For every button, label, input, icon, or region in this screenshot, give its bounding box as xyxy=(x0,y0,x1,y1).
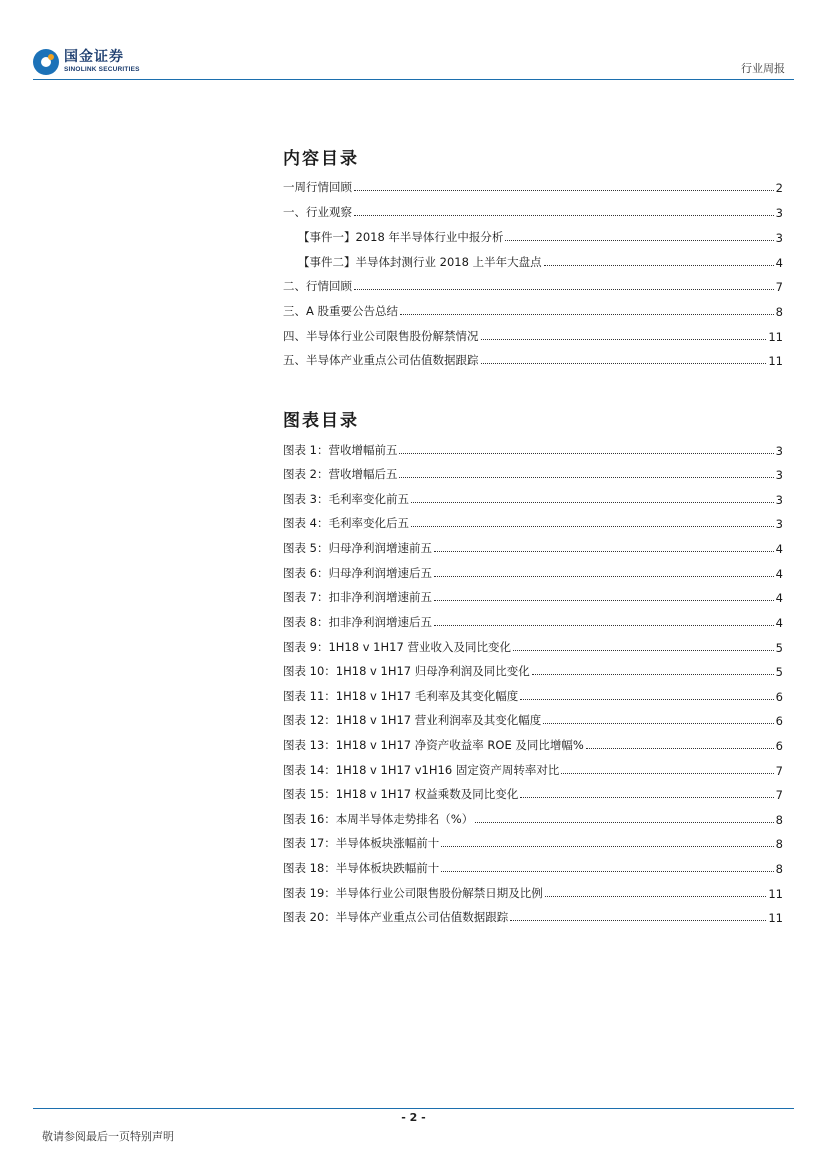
figure-item-label: 图表 7：扣非净利润增速前五 xyxy=(283,590,432,604)
leader-dots xyxy=(354,215,774,216)
leader-dots xyxy=(441,846,773,847)
toc-item[interactable] xyxy=(283,177,783,195)
figure-item-label: 图表 3：毛利率变化前五 xyxy=(283,492,409,506)
toc-item-page: 2 xyxy=(775,181,783,195)
leader-dots xyxy=(544,265,774,266)
leader-dots xyxy=(532,674,774,675)
toc-item[interactable] xyxy=(298,227,783,245)
figure-item-label: 图表 6：归母净利润增速后五 xyxy=(283,566,432,580)
figure-item-page: 6 xyxy=(775,690,783,704)
leader-dots xyxy=(354,289,774,290)
footer-disclaimer: 敬请参阅最后一页特别声明 xyxy=(42,1130,174,1143)
figure-item[interactable] xyxy=(283,883,783,901)
leader-dots xyxy=(561,773,773,774)
figure-item-page: 3 xyxy=(775,517,783,531)
figure-item-page: 3 xyxy=(775,444,783,458)
leader-dots xyxy=(481,339,767,340)
report-type-label: 行业周报 xyxy=(741,62,785,75)
leader-dots xyxy=(520,699,773,700)
figure-item-label: 图表 2：营收增幅后五 xyxy=(283,467,398,481)
figure-item[interactable] xyxy=(283,637,783,655)
figure-item-label: 图表 12：1H18 v 1H17 营业利润率及其变化幅度 xyxy=(283,713,542,727)
leader-dots xyxy=(520,797,773,798)
figure-item-page: 6 xyxy=(775,714,783,728)
toc-item[interactable] xyxy=(298,252,783,270)
toc-item-page: 8 xyxy=(775,305,783,319)
page-number: - 2 - xyxy=(401,1111,426,1124)
leader-dots xyxy=(411,502,774,503)
leader-dots xyxy=(400,314,774,315)
logo-chinese-name: 国金证券 xyxy=(64,49,124,66)
toc-item-label: 一、行业观察 xyxy=(283,205,352,219)
logo-icon xyxy=(33,49,59,75)
leader-dots xyxy=(586,748,774,749)
leader-dots xyxy=(505,240,773,241)
figures-title: 图表目录 xyxy=(283,411,359,431)
company-logo xyxy=(33,45,140,79)
leader-dots xyxy=(543,723,773,724)
figure-item[interactable] xyxy=(283,661,783,679)
figure-item-page: 11 xyxy=(768,911,783,925)
leader-dots xyxy=(411,526,774,527)
logo-english-name: SINOLINK SECURITIES xyxy=(64,66,140,74)
figure-item-page: 5 xyxy=(775,641,783,655)
toc-item[interactable] xyxy=(283,202,783,220)
figure-item-label: 图表 10：1H18 v 1H17 归母净利润及同比变化 xyxy=(283,664,530,678)
toc-item-page: 11 xyxy=(768,354,783,368)
figure-item-page: 8 xyxy=(775,862,783,876)
footer-divider xyxy=(33,1108,794,1109)
leader-dots xyxy=(510,920,766,921)
figure-item-label: 图表 19：半导体行业公司限售股份解禁日期及比例 xyxy=(283,886,543,900)
toc-item[interactable] xyxy=(283,326,783,344)
figure-item-page: 5 xyxy=(775,665,783,679)
figure-item[interactable] xyxy=(283,489,783,507)
leader-dots xyxy=(545,896,767,897)
figure-item[interactable] xyxy=(283,440,783,458)
figure-item-page: 4 xyxy=(775,542,783,556)
figure-item-label: 图表 11：1H18 v 1H17 毛利率及其变化幅度 xyxy=(283,689,519,703)
figure-item-page: 3 xyxy=(775,493,783,507)
figure-item-label: 图表 5：归母净利润增速前五 xyxy=(283,541,432,555)
toc-item-label: 一周行情回顾 xyxy=(283,180,352,194)
figure-item-page: 4 xyxy=(775,616,783,630)
figure-item[interactable] xyxy=(283,760,783,778)
figure-item[interactable] xyxy=(283,563,783,581)
figure-item[interactable] xyxy=(283,735,783,753)
figure-item-page: 11 xyxy=(768,887,783,901)
toc-item-label: 三、A 股重要公告总结 xyxy=(283,304,399,318)
leader-dots xyxy=(441,871,773,872)
figure-item-page: 3 xyxy=(775,468,783,482)
figure-item-page: 8 xyxy=(775,837,783,851)
figure-item-label: 图表 18：半导体板块跌幅前十 xyxy=(283,861,440,875)
figure-item[interactable] xyxy=(283,710,783,728)
figure-item-page: 7 xyxy=(775,788,783,802)
leader-dots xyxy=(434,551,774,552)
toc-item-page: 3 xyxy=(775,231,783,245)
figure-item-page: 4 xyxy=(775,567,783,581)
figure-item-label: 图表 15：1H18 v 1H17 权益乘数及同比变化 xyxy=(283,787,519,801)
leader-dots xyxy=(434,576,774,577)
leader-dots xyxy=(399,453,773,454)
leader-dots xyxy=(354,190,774,191)
leader-dots xyxy=(399,477,773,478)
figure-item[interactable] xyxy=(283,784,783,802)
toc-item[interactable] xyxy=(283,276,783,294)
toc-item[interactable] xyxy=(283,350,783,368)
toc-item-label: 五、半导体产业重点公司估值数据跟踪 xyxy=(283,353,479,367)
toc-item-label: 【事件一】2018 年半导体行业中报分析 xyxy=(298,230,504,244)
toc-item-page: 11 xyxy=(768,330,783,344)
figure-item-page: 4 xyxy=(775,591,783,605)
figure-item[interactable] xyxy=(283,464,783,482)
leader-dots xyxy=(475,822,773,823)
leader-dots xyxy=(434,625,774,626)
toc-item-label: 【事件二】半导体封测行业 2018 上半年大盘点 xyxy=(298,255,542,269)
figure-item-label: 图表 4：毛利率变化后五 xyxy=(283,516,409,530)
figure-item-label: 图表 1：营收增幅前五 xyxy=(283,443,398,457)
toc-item-label: 二、行情回顾 xyxy=(283,279,352,293)
toc-item-page: 3 xyxy=(775,206,783,220)
toc-item-label: 四、半导体行业公司限售股份解禁情况 xyxy=(283,329,479,343)
figure-item[interactable] xyxy=(283,587,783,605)
figure-item-page: 6 xyxy=(775,739,783,753)
leader-dots xyxy=(434,600,774,601)
figure-item-label: 图表 14：1H18 v 1H17 v1H16 固定资产周转率对比 xyxy=(283,763,560,777)
figure-item[interactable] xyxy=(283,809,783,827)
figure-item[interactable] xyxy=(283,858,783,876)
figure-item[interactable] xyxy=(283,538,783,556)
header-divider xyxy=(33,79,794,80)
leader-dots xyxy=(481,363,767,364)
figure-item-page: 7 xyxy=(775,764,783,778)
figure-item[interactable] xyxy=(283,612,783,630)
leader-dots xyxy=(513,650,774,651)
figure-item-label: 图表 13：1H18 v 1H17 净资产收益率 ROE 及同比增幅% xyxy=(283,738,584,752)
figure-item[interactable] xyxy=(283,833,783,851)
figure-item-label: 图表 16：本周半导体走势排名（%） xyxy=(283,812,474,826)
figure-item-label: 图表 8：扣非净利润增速后五 xyxy=(283,615,432,629)
figure-item[interactable] xyxy=(283,686,783,704)
toc-item[interactable] xyxy=(283,301,783,319)
figure-item-page: 8 xyxy=(775,813,783,827)
figure-item-label: 图表 9：1H18 v 1H17 营业收入及同比变化 xyxy=(283,640,511,654)
toc-title: 内容目录 xyxy=(283,149,359,169)
figure-item[interactable] xyxy=(283,907,783,925)
figure-item-label: 图表 20：半导体产业重点公司估值数据跟踪 xyxy=(283,910,509,924)
toc-item-page: 4 xyxy=(775,256,783,270)
figure-item[interactable] xyxy=(283,513,783,531)
figure-item-label: 图表 17：半导体板块涨幅前十 xyxy=(283,836,440,850)
toc-item-page: 7 xyxy=(775,280,783,294)
